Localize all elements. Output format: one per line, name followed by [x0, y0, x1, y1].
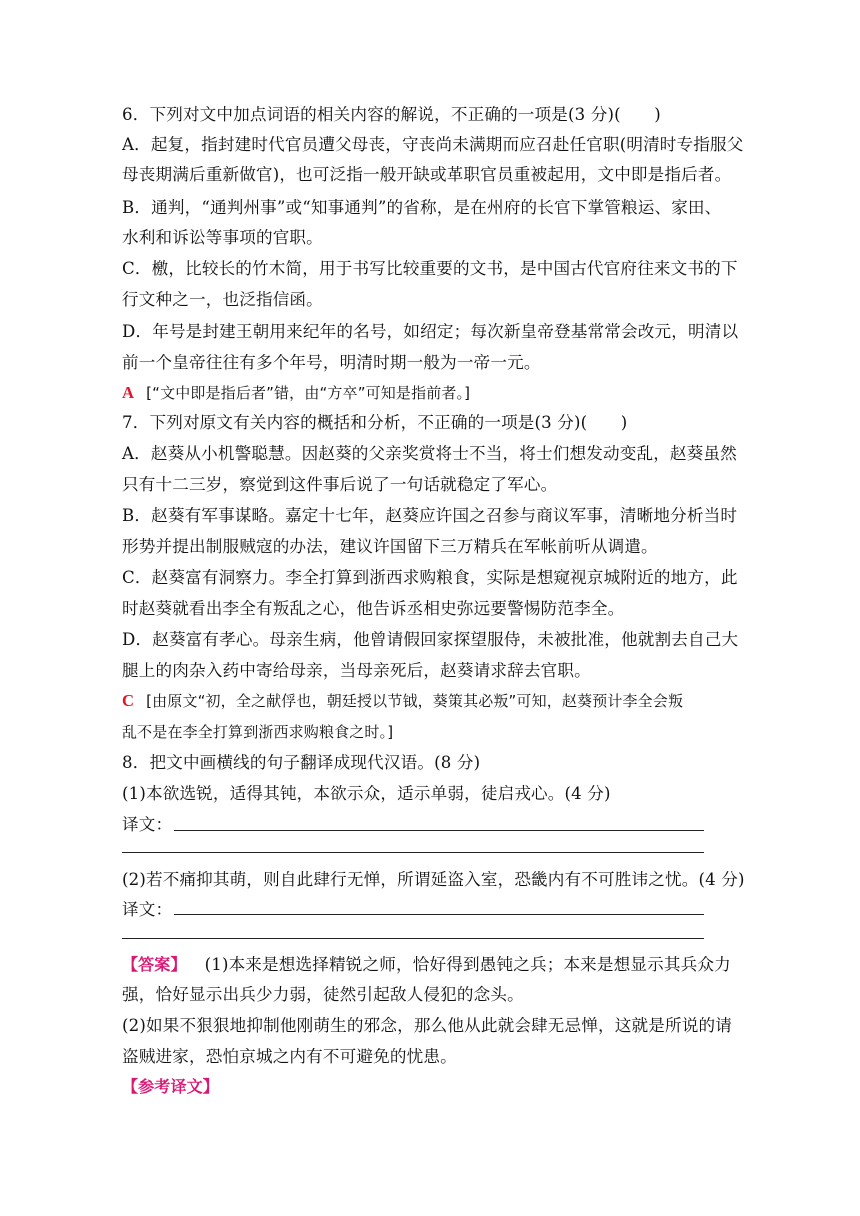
q7-option-c-line2: 时赵葵就看出李全有叛乱之心，他告诉丞相史弥远要警惕防范李全。	[122, 599, 625, 618]
answer-line-1b[interactable]	[122, 852, 704, 853]
q7-option-b-line1: B．赵葵有军事谋略。嘉定十七年，赵葵应许国之召参与商议军事，清晰地分析当时	[122, 506, 738, 525]
q7-answer-explanation-line1: [由原文“初，全之献俘也，朝廷授以节钺，葵策其必叛”可知，赵葵预计李全会叛	[146, 692, 684, 710]
q8-answer-1-line1: (1)本来是想选择精锐之师，恰好得到愚钝之兵；本来是想显示其兵众力	[204, 955, 731, 974]
q6-option-a-line2: 母丧期满后重新做官)，也可泛指一般开缺或革职官员重被起用，文中即是指后者。	[122, 165, 732, 184]
q7-option-b-line2: 形势并提出制服贼寇的办法，建议许国留下三万精兵在军帐前听从调遣。	[122, 537, 658, 556]
q7-option-a-line1: A．赵葵从小机警聪慧。因赵葵的父亲奖赏将士不当，将士们想发动变乱，赵葵虽然	[122, 444, 737, 463]
q8-answer-1-line2: 强，恰好显示出兵少力弱，徒然引起敌人侵犯的念头。	[122, 985, 524, 1004]
q6-answer	[122, 382, 772, 404]
answer-tag: 【答案】	[122, 955, 187, 974]
reference-translation-heading	[122, 1076, 772, 1098]
q6-stem: 6．下列对文中加点词语的相关内容的解说，不正确的一项是(3 分)( )	[122, 105, 661, 124]
q7-option-c-line1: C．赵葵富有洞察力。李全打算到浙西求购粮食，实际是想窥视京城附近的地方，此	[122, 568, 738, 587]
q8-translation-label-1: 译文：	[122, 815, 173, 834]
q6-answer-explanation: [“文中即是指后者”错，由“方卒”可知是指前者。]	[146, 384, 471, 402]
q7-option-a-line2: 只有十二三岁，察觉到这件事后说了一句话就稳定了军心。	[122, 475, 558, 494]
q8-translation-label-2: 译文：	[122, 900, 173, 919]
answer-line-2a[interactable]	[174, 914, 704, 915]
answer-line-2b[interactable]	[122, 938, 704, 939]
reference-tag: 【参考译文】	[122, 1077, 219, 1096]
q7-option-d-line2: 腿上的肉杂入药中寄给母亲，当母亲死后，赵葵请求辞去官职。	[122, 661, 591, 680]
q8-answer-line1	[122, 954, 772, 976]
q7-answer	[122, 690, 772, 712]
q6-option-a-line1: A．起复，指封建时代官员遭父母丧，守丧尚未满期而应召赴任官职(明清时专指服父	[122, 135, 744, 154]
q6-option-c-line1: C．檄，比较长的竹木简，用于书写比较重要的文书，是中国古代官府往来文书的下	[122, 259, 738, 278]
q6-option-b-line2: 水利和诉讼等事项的官职。	[122, 228, 323, 247]
q8-answer-2-line2: 盗贼进家，恐怕京城之内有不可避免的忧患。	[122, 1047, 457, 1066]
q7-option-d-line1: D．赵葵富有孝心。母亲生病，他曾请假回家探望服侍，未被批准，他就割去自己大	[122, 630, 739, 649]
q6-option-d-line1: D．年号是封建王朝用来纪年的名号，如绍定；每次新皇帝登基常常会改元，明清以	[122, 322, 739, 341]
q6-option-d-line2: 前一个皇帝往往有多个年号，明清时期一般为一帝一元。	[122, 353, 541, 372]
q6-option-c-line2: 行文种之一，也泛指信函。	[122, 290, 323, 309]
q7-stem: 7．下列对原文有关内容的概括和分析，不正确的一项是(3 分)( )	[122, 413, 628, 432]
q8-sentence-2: (2)若不痛抑其萌，则自此肆行无惮，所谓延盗入室，恐畿内有不可胜讳之忧。(4 分)	[122, 870, 745, 889]
q6-answer-key: A	[122, 383, 135, 402]
answer-line-1a[interactable]	[174, 830, 704, 831]
q8-stem: 8．把文中画横线的句子翻译成现代汉语。(8 分)	[122, 753, 481, 772]
q7-answer-key: C	[122, 691, 135, 710]
q6-option-b-line1: B．通判，“通判州事”或“知事通判”的省称，是在州府的长官下掌管粮运、家田、	[122, 198, 722, 217]
q8-answer-2-line1: (2)如果不狠狠地抑制他刚萌生的邪念，那么他从此就会肆无忌惮，这就是所说的请	[122, 1016, 732, 1035]
q7-answer-explanation-line2: 乱不是在李全打算到浙西求购粮食之时。]	[122, 723, 394, 741]
q8-sentence-1: (1)本欲选锐，适得其钝，本欲示众，适示单弱，徒启戎心。(4 分)	[122, 784, 611, 803]
